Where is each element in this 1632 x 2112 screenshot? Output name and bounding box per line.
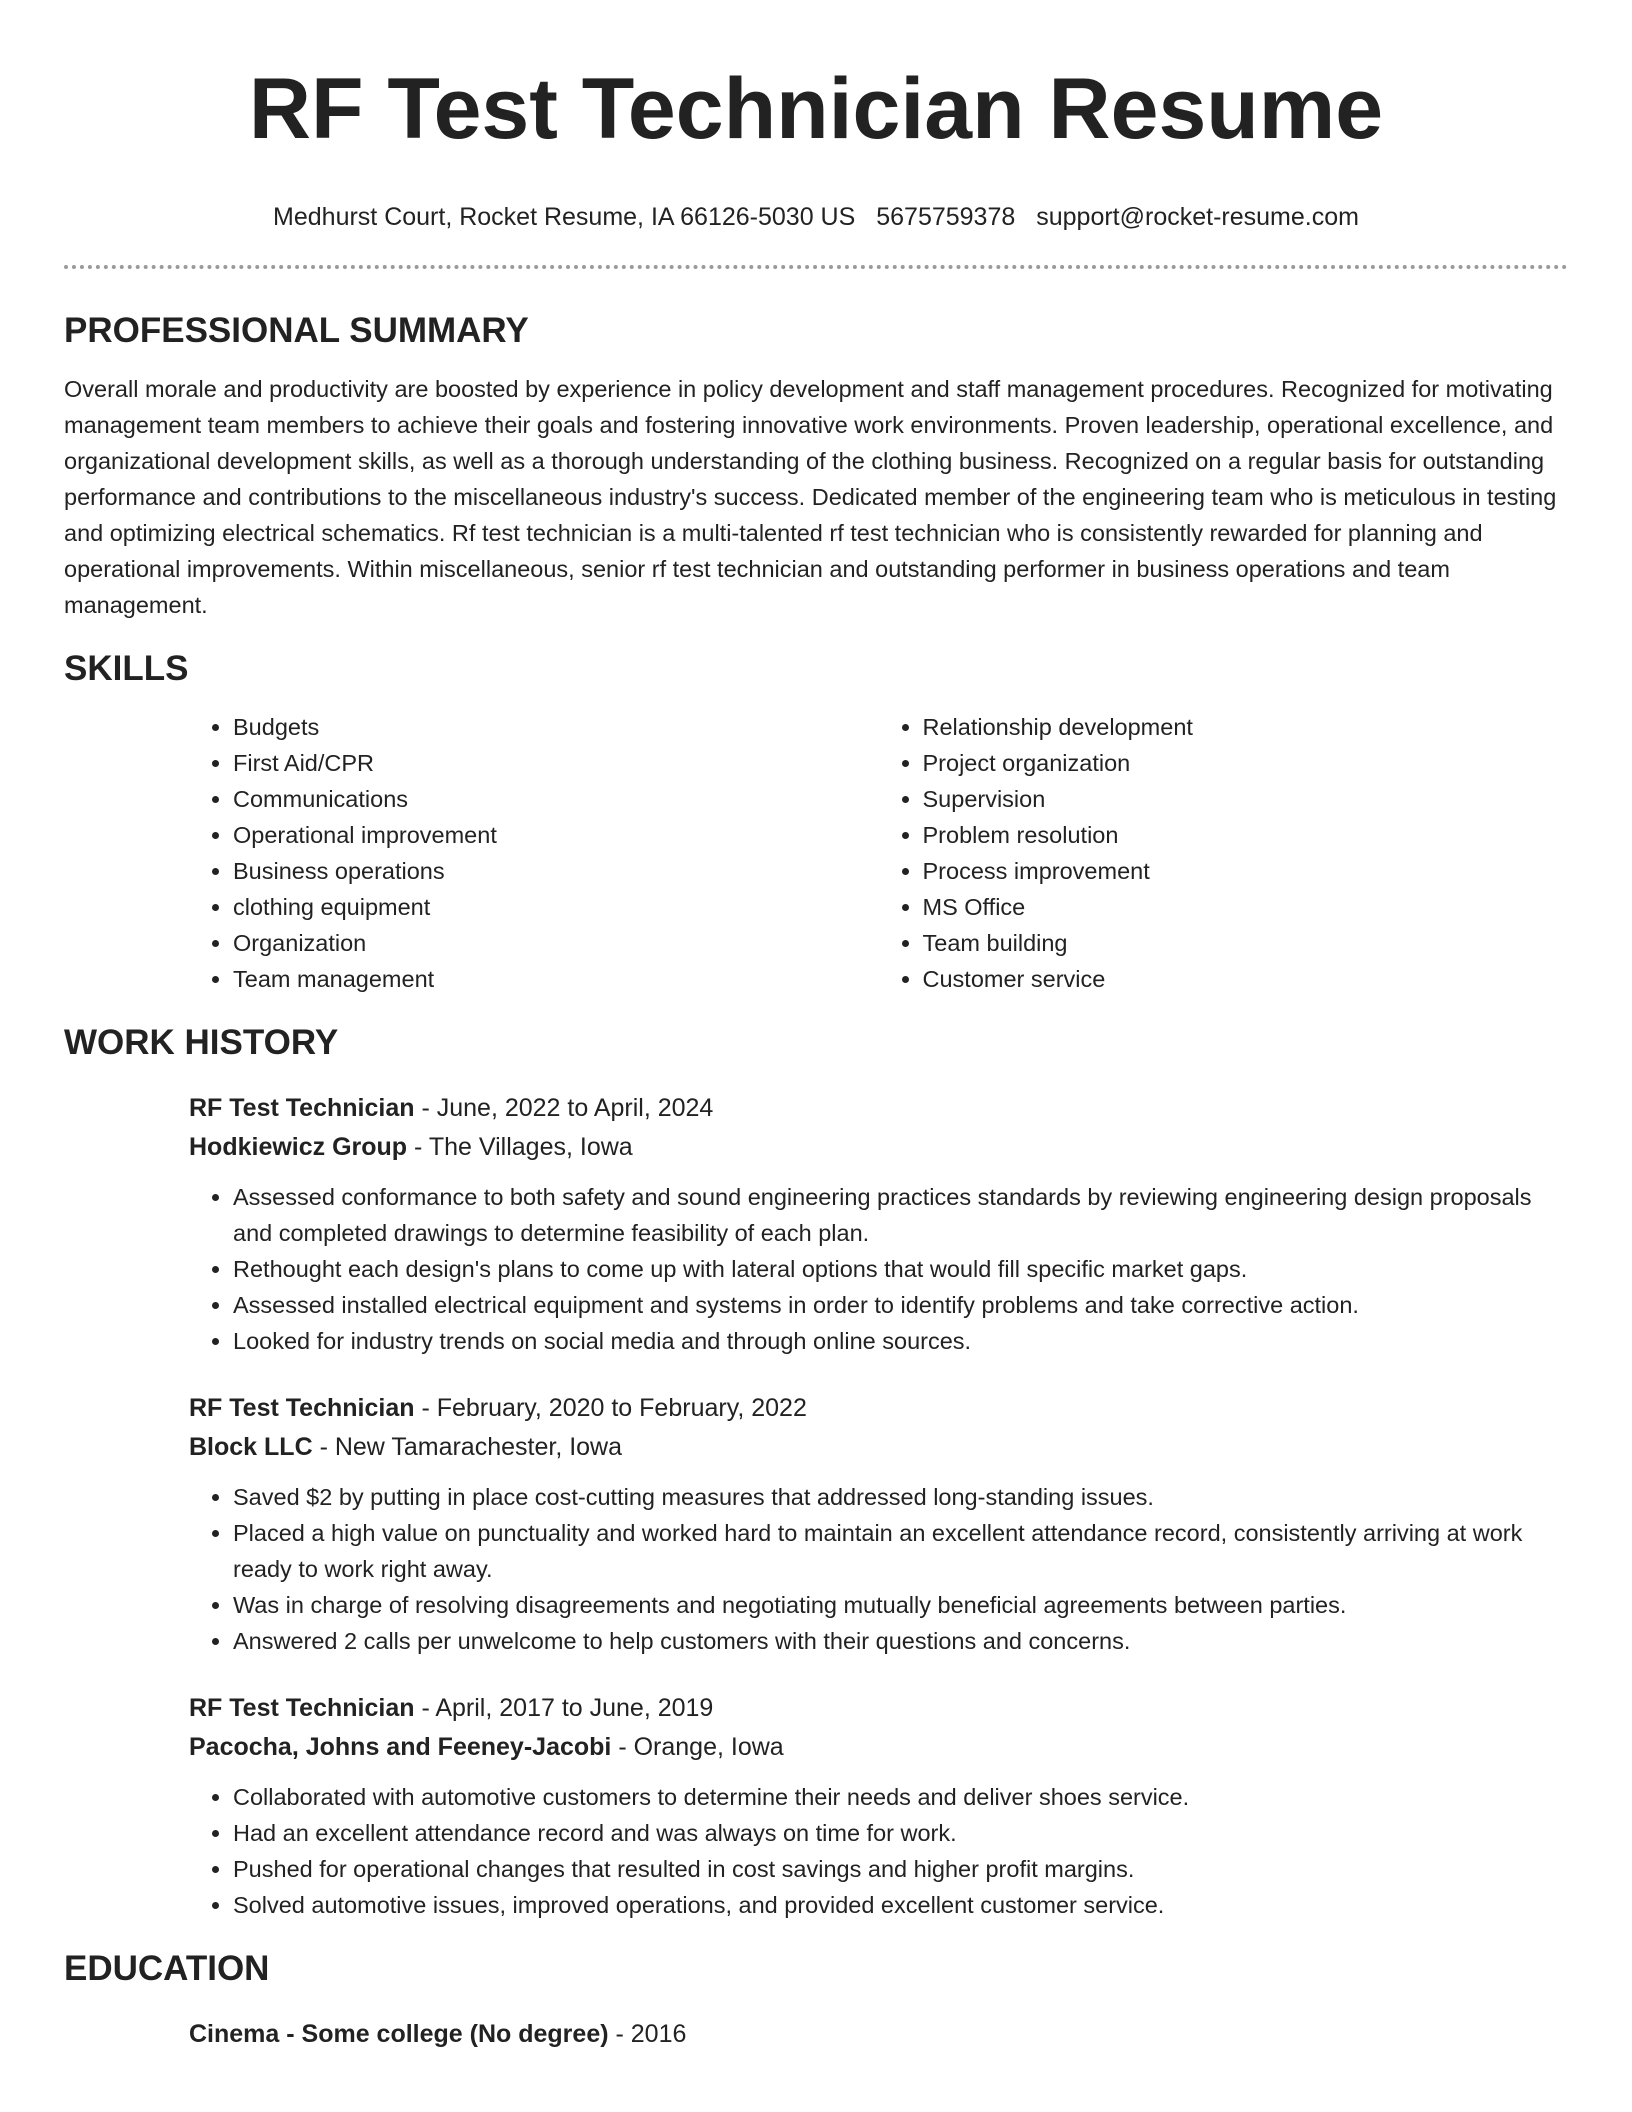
work-history-heading: WORK HISTORY — [64, 1023, 339, 1063]
job-company-line — [189, 1428, 1568, 1467]
job-duty-item: • Assessed installed electrical equipment and systems in order to identify problems and take corrective action. — [233, 1287, 1568, 1323]
skill-item: • MS Office — [923, 889, 1569, 925]
education-entry — [189, 2015, 1568, 2054]
job-company: Hodkiewicz Group — [189, 1133, 408, 1162]
skill-item: • Customer service — [923, 961, 1569, 997]
job-title: RF Test Technician — [189, 1394, 415, 1423]
resume-title: RF Test Technician Resume — [248, 61, 1384, 157]
job-duty-item: • Was in charge of resolving disagreements and negotiating mutually beneficial agreements between parties. — [233, 1587, 1568, 1623]
contact-email: support@rocket-resume.com — [1036, 203, 1359, 232]
job-duty-item: • Had an excellent attendance record and was always on time for work. — [233, 1815, 1568, 1851]
job-location: - Orange, Iowa — [611, 1733, 784, 1762]
job-company: Pacocha, Johns and Feeney-Jacobi — [189, 1733, 612, 1762]
job-duty-item: • Rethought each design's plans to come up with lateral options that would fill specific market gaps. — [233, 1251, 1568, 1287]
skill-item: • Project organization — [923, 745, 1569, 781]
job-dates: - April, 2017 to June, 2019 — [414, 1694, 714, 1723]
skill-item: • Organization — [233, 925, 879, 961]
job-duty-item: • Collaborated with automotive customers to determine their needs and deliver shoes service. — [233, 1779, 1568, 1815]
job-company: Block LLC — [189, 1433, 313, 1462]
contact-phone: 5675759378 — [876, 203, 1016, 232]
skill-item: • Communications — [233, 781, 879, 817]
skill-item: • Business operations — [233, 853, 879, 889]
skill-item: • First Aid/CPR — [233, 745, 879, 781]
contact-address: Medhurst Court, Rocket Resume, IA 66126-5030 US — [273, 203, 856, 232]
skill-item: • clothing equipment — [233, 889, 879, 925]
skills-column-left — [189, 709, 879, 997]
job-title-line — [189, 1089, 1568, 1128]
skills-list — [189, 709, 1568, 997]
summary-text: Overall morale and productivity are boosted by experience in policy development and staff management procedures. Recognized for motivating management team members to achieve their goals and fostering innovative work environments. Proven leadership, operational excellence, and organizational development skills, as well as a thorough understanding of the clothing business. Recognized on a regular basis for outstanding performance and contributions to the miscellaneous industry's success. Dedicated member of the engineering team who is meticulous in testing and optimizing electrical schematics. Rf test technician is a multi-talented rf test technician who is consistently rewarded for planning and operational improvements. Within miscellaneous, senior rf test technician and outstanding performer in business operations and team management. — [64, 376, 1557, 619]
skills-column-right — [879, 709, 1569, 997]
skill-item: • Team building — [923, 925, 1569, 961]
job-duties — [189, 1479, 1568, 1659]
job-title-line — [189, 1389, 1568, 1428]
skill-item: • Budgets — [233, 709, 879, 745]
job-location: - The Villages, Iowa — [407, 1133, 633, 1162]
skill-item: • Supervision — [923, 781, 1569, 817]
job-duty-item: • Assessed conformance to both safety and sound engineering practices standards by reviewing engineering design proposals and completed drawings to determine feasibility of each plan. — [233, 1179, 1568, 1251]
education-degree: Cinema - Some college (No degree) — [189, 2020, 609, 2049]
job-title: RF Test Technician — [189, 1094, 415, 1123]
skill-item: • Operational improvement — [233, 817, 879, 853]
skill-item: • Team management — [233, 961, 879, 997]
skill-item: • Relationship development — [923, 709, 1569, 745]
summary-heading: PROFESSIONAL SUMMARY — [64, 311, 529, 351]
job-dates: - February, 2020 to February, 2022 — [414, 1394, 807, 1423]
education-heading: EDUCATION — [64, 1949, 270, 1989]
job-duty-item: • Pushed for operational changes that resulted in cost savings and higher profit margins. — [233, 1851, 1568, 1887]
job-entry — [189, 1089, 1568, 1167]
job-duty-item: • Solved automotive issues, improved operations, and provided excellent customer service. — [233, 1887, 1568, 1923]
job-title: RF Test Technician — [189, 1694, 415, 1723]
job-location: - New Tamarachester, Iowa — [312, 1433, 623, 1462]
job-duty-item: • Looked for industry trends on social media and through online sources. — [233, 1323, 1568, 1359]
job-company-line — [189, 1728, 1568, 1767]
job-title-line — [189, 1689, 1568, 1728]
job-duty-item: • Saved $2 by putting in place cost-cutting measures that addressed long-standing issues. — [233, 1479, 1568, 1515]
job-duties — [189, 1779, 1568, 1923]
education-year: - 2016 — [608, 2020, 687, 2049]
skill-item: • Problem resolution — [923, 817, 1569, 853]
skills-heading: SKILLS — [64, 649, 189, 689]
job-duty-item: • Placed a high value on punctuality and worked hard to maintain an excellent attendance record, consistently arriving at work ready to work right away. — [233, 1515, 1568, 1587]
header-divider — [64, 265, 1568, 269]
job-duty-item: • Answered 2 calls per unwelcome to help customers with their questions and concerns. — [233, 1623, 1568, 1659]
job-dates: - June, 2022 to April, 2024 — [414, 1094, 714, 1123]
contact-line — [64, 203, 1568, 232]
job-duties — [189, 1179, 1568, 1359]
job-entry — [189, 1389, 1568, 1467]
skill-item: • Process improvement — [923, 853, 1569, 889]
job-entry — [189, 1689, 1568, 1767]
job-company-line — [189, 1128, 1568, 1167]
